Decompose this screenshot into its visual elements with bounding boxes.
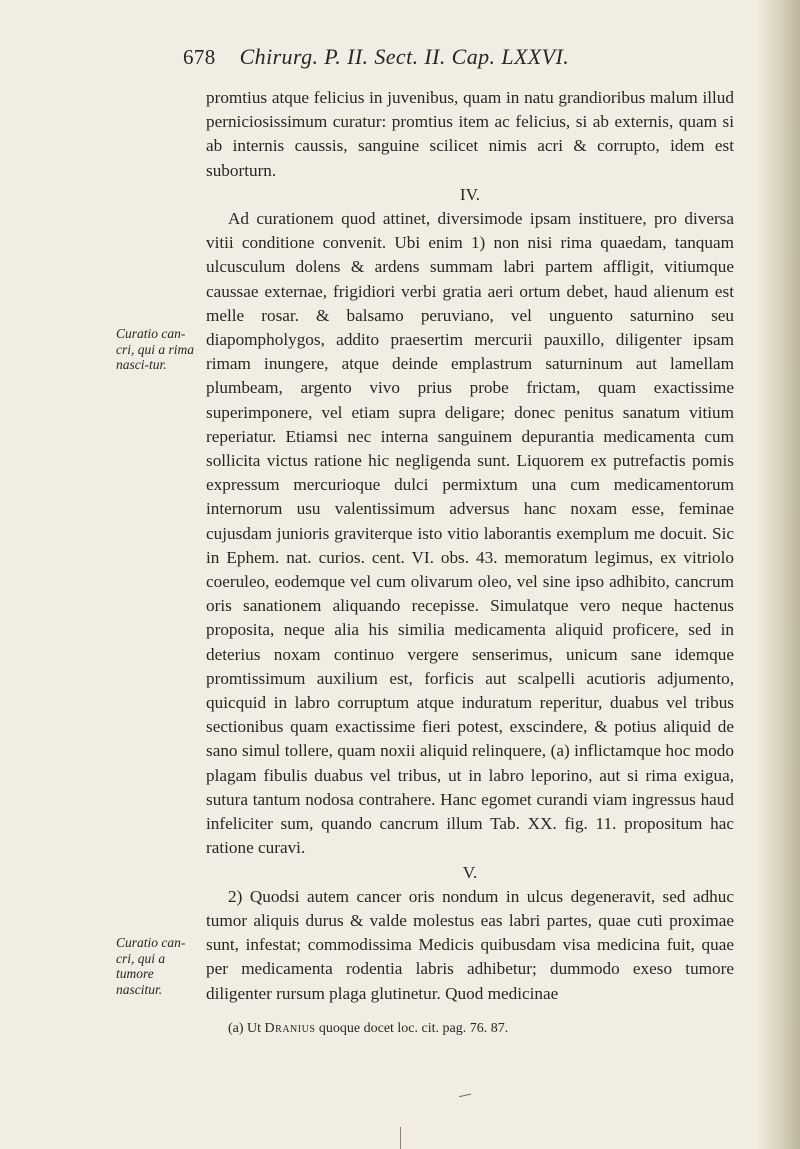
paragraph-curatio-tumore: 2) Quodsi autem cancer oris nondum in ulcus degeneravit, sed adhuc tumor aliquis durus & valde molestus eas labri partes, quae cuti proximae sunt, infestat; commodissima Medicis quibusdam visa medicina fuit, quae per medicamenta rodentia labris adhibetur; dummodo exeso tumore diligenter rursum plaga glutinetur. Quod medicinae xyxy=(206,886,734,1003)
footnote-mark: (a) xyxy=(228,1021,244,1036)
section-number-v: V. xyxy=(462,862,478,882)
footnote xyxy=(228,1020,728,1038)
footnote-text-after: quoque docet loc. cit. pag. 76. 87. xyxy=(318,1021,509,1036)
margin-tick-mark xyxy=(400,1127,409,1149)
footnote-text-before: Ut xyxy=(247,1021,262,1036)
page-number: 678 xyxy=(183,45,216,69)
margin-note-rima: Curatio can-cri, qui a rima nasci-tur. xyxy=(116,326,195,372)
page-edge-shadow xyxy=(758,0,800,1149)
running-title: Chirurg. P. II. Sect. II. Cap. LXXVI. xyxy=(239,44,570,69)
running-header xyxy=(183,44,723,78)
footnote-author: Dranius xyxy=(264,1021,316,1036)
pencil-mark xyxy=(457,1084,471,1097)
paragraph-continuation: promtius atque felicius in juvenibus, quam in natu grandioribus malum illud perniciosissimum curatur: promtius item ac felicius, si ab externis, quam si ab internis caussis, sanguine scilicet nimis acri & corrupto, idem est suborturn. xyxy=(206,88,734,180)
paragraph-curatio-rima: Ad curationem quod attinet, diversimode ipsam instituere, pro diversa vitii conditione convenit. Ubi enim 1) non nisi rima quaedam, tanquam ulcusculum dolens & ardens summam labri partem affligit, vitiumque caussae externae, frigidiori verbi gratia aeri ortum debet, haud alienum est melle rosar. & balsamo peruviano, vel unguento saturnino seu diapompholygos, addito praesertim mercurii pauxillo, diligenter ipsam rimam inungere, atque deinde emplastrum saturninum aut lamellam plumbeam, argento vivo prius probe frictam, quam exactissime superimponere, vel etiam supra deligare; donec penitus sanatum vitium reperiatur. Etiamsi nec interna sanguinem depurantia medicamenta cum sollicita victus ratione hic negligenda sunt. Liquorem ex putrefactis pomis expressum mercurioque dulci permixtum una cum medicamentorum internorum usu valentissimum adversus hanc noxam esse, feminae cujusdam junioris graviterque isto vitio laborantis exemplum me docuit. Sic in Ephem. nat. curios. cent. VI. obs. 43. memoratum legimus, ex vitriolo coeruleo, eodemque vel cum olivarum oleo, vel sine ipso adhibito, cancrum oris sanationem aliquando recepisse. Simulatque vero neque hactenus proposita, neque alia his similia medicamenta aliquid proficere, sed in deterius noxam continuo vergere senserimus, unicum sane idemque promtissimum auxilium est, forficis aut scalpelli acutioris adjumento, quicquid in labro corruptum atque induratum reperitur, duabus vel tribus sectionibus quam exactissime fieri potest, exscindere, & potius aliquid de sano simul tollere, quam noxii aliquid relinquere, (a) inflictamque hoc modo plagam fibulis duabus vel tribus, ut in labro leporino, aut si rima exigua, sutura tantum nodosa contrahere. Hanc egomet curandi viam ingressus haud infeliciter sum, quando cancrum illum Tab. XX. fig. 11. propositum hac ratione curavi. xyxy=(206,209,734,858)
margin-note-tumore: Curatio can-cri, qui a tumore nascitur. xyxy=(116,935,186,997)
main-text xyxy=(206,86,734,1006)
section-number-iv: IV. xyxy=(459,184,481,204)
